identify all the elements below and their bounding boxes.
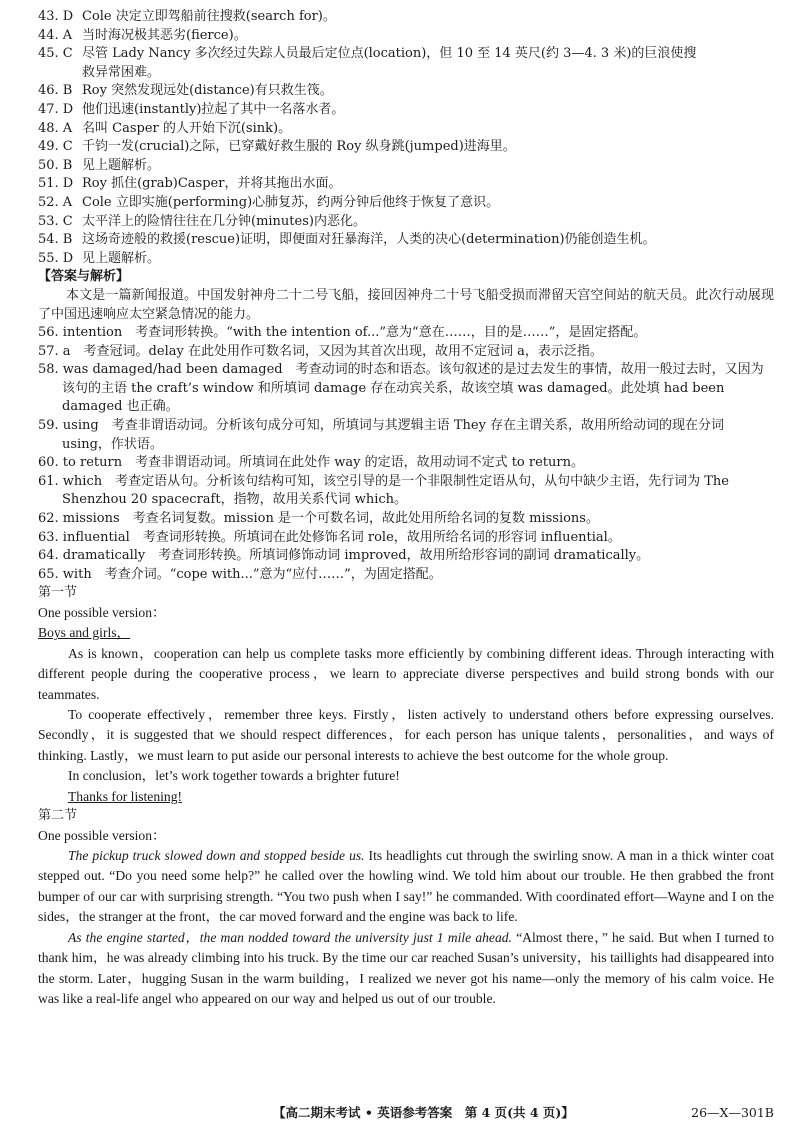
- answer-item-51: 51. D Roy 抓住(grab)Casper，并将其拖出水面。: [38, 176, 342, 192]
- answer-item-52: 52. A Cole 立即实施(performing)心肺复苏，约两分钟后他终于恢复了意识。: [38, 194, 500, 210]
- answer-page: [38, 8, 774, 1009]
- section1-closing: Thanks for listening!: [68, 788, 183, 804]
- answer-item-56: 56. intention 考查词形转换。“with the intention of...”意为“意在……，目的是……”，是固定搭配。: [38, 325, 647, 341]
- section-heading: 【答案与解析】: [38, 269, 130, 285]
- footer-code: 26—X—301B: [691, 1105, 774, 1120]
- answer-item-44: 44. A 当时海况极其恶劣(fierce)。: [38, 27, 247, 43]
- section1-paragraph-1: As is known，cooperation can help us complete tasks more efficiently by combining different ideas. Through interacting with different people during the cooperative process，we learn to appreciate diverse perspectives and build strong bonds with our teammates.: [38, 645, 774, 702]
- answer-item-49: 49. C 千钧一发(crucial)之际，已穿戴好救生服的 Roy 纵身跳(jumped)进海里。: [38, 139, 516, 155]
- answer-item-50: 50. B 见上题解析。: [38, 157, 161, 173]
- section2-p2-rest: “Almost there，” he said. But when I turned to thank him，he was already climbing into his truck. By the time our car reached Susan’s university，his taillights had disappeared into the storm. Later，hugging Susan in the warm building，I realized we never got his name—only the memory of his calm voice. He was like a real-life angel who appeared on our way and helped us out of our trouble.: [38, 929, 774, 1006]
- intro-paragraph: 本文是一篇新闻报道。中国发射神舟二十二号飞船，接回因神舟二十号飞船受损而滞留天宫空间站的航天员。此次行动展现了中国迅速响应太空紧急情况的能力。: [38, 287, 774, 322]
- footer-page-info: 【高二期末考试 • 英语参考答案 第 4 页(共 4 页)】: [273, 1105, 574, 1120]
- section2-paragraph-1: [38, 846, 774, 928]
- section1-paragraph-3: In conclusion，let’s work together towards a brighter future!: [68, 768, 400, 784]
- answer-item-65: 65. with 考查介词。“cope with...”意为“应付……”，为固定搭配。: [38, 566, 442, 582]
- answer-item-64: 64. dramatically 考查词形转换。所填词修饰动词 improved，故用所给形容词的副词 dramatically。: [38, 548, 650, 564]
- answer-item-61: 61. which 考查定语从句。分析该句结构可知，该空引导的是一个非限制性定语从句，从句中缺少主语，先行词为 The Shenzhou 20 spacecraft，指物，故用关系代词 which。: [38, 473, 729, 508]
- answers-top-list: [38, 8, 774, 268]
- answer-item-62: 62. missions 考查名词复数。mission 是一个可数名词，故此处用所给名词的复数 missions。: [38, 511, 599, 527]
- answers-bottom-list: [38, 324, 774, 584]
- answer-item-59: 59. using 考查非谓语动词。分析该句成分可知，所填词与其逻辑主语 They 存在主谓关系，故用所给动词的现在分词 using，作状语。: [38, 418, 725, 452]
- answer-item-45-cont: 救异常困难。: [82, 64, 161, 80]
- section1-greeting: Boys and girls，: [38, 625, 131, 641]
- answer-item-55: 55. D 见上题解析。: [38, 250, 161, 266]
- answer-item-58: 58. was damaged/had been damaged 考查动词的时态和语态。该句叙述的是过去发生的事情，故用一般过去时，又因为该句的主语 the craft’s window 和所填词 damage 存在动宾关系，故该空填 was damaged。此处填 had been damaged 也正确。: [38, 362, 764, 415]
- answer-item-43: 43. D Cole 决定立即驾船前往搜救(search for)。: [38, 9, 336, 24]
- section1-paragraph-2: To cooperate effectively，remember three keys. Firstly，listen actively to understand others before expressing ourselves. Secondly，it is suggested that we should respect differences，for each person has unique talents，personalities，and ways of thinking. Lastly，we must learn to put aside our personal interests to achieve the best outcome for the whole group.: [38, 707, 774, 763]
- section1-title: 第一节: [38, 585, 78, 601]
- answer-item-57: 57. a 考查冠词。delay 在此处用作可数名词，又因为其首次出现，故用不定冠词 a，表示泛指。: [38, 343, 603, 359]
- section2-paragraph-2: [38, 928, 774, 1010]
- answer-item-54: 54. B 这场奇迹般的救援(rescue)证明，即便面对狂暴海洋，人类的决心(determination)仍能创造生机。: [38, 232, 656, 248]
- answer-item-47: 47. D 他们迅速(instantly)拉起了其中一名落水者。: [38, 101, 345, 117]
- section2-p2-italic: As the engine started，the man nodded toward the university just 1 mile ahead.: [68, 929, 512, 945]
- answer-item-53: 53. C 太平洋上的险情往往在几分钟(minutes)内恶化。: [38, 213, 366, 229]
- section1-version: One possible version：: [38, 605, 166, 620]
- section2-p1-rest: Its headlights cut through the swirling snow. A man in a thick winter coat stepped out. “Do you need some help?” he called over the howling wind. We told him about our trouble. He then grabbed the front bumper of our car with surprising strength. “You two push when I say!” he commanded. With coordinated effort—Wayne and I on the sides，the stranger at the front，the car moved forward and the engine was back to life.: [38, 848, 774, 925]
- answer-item-60: 60. to return 考查非谓语动词。所填词在此处作 way 的定语，故用动词不定式 to return。: [38, 455, 584, 471]
- answer-item-45: 45. C 尽管 Lady Nancy 多次经过失踪人员最后定位点(location)，但 10 至 14 英尺(约 3—4. 3 米)的巨浪使搜: [38, 46, 697, 62]
- section2-version: One possible version：: [38, 827, 166, 843]
- section2-title: 第二节: [38, 808, 78, 824]
- answer-item-63: 63. influential 考查词形转换。所填词在此处修饰名词 role，故用所给名词的形容词 influential。: [38, 529, 621, 545]
- answer-item-46: 46. B Roy 突然发现远处(distance)有只救生筏。: [38, 83, 333, 99]
- section2-p1-italic: The pickup truck slowed down and stopped beside us.: [68, 848, 365, 864]
- answer-item-48: 48. A 名叫 Casper 的人开始下沉(sink)。: [38, 120, 292, 136]
